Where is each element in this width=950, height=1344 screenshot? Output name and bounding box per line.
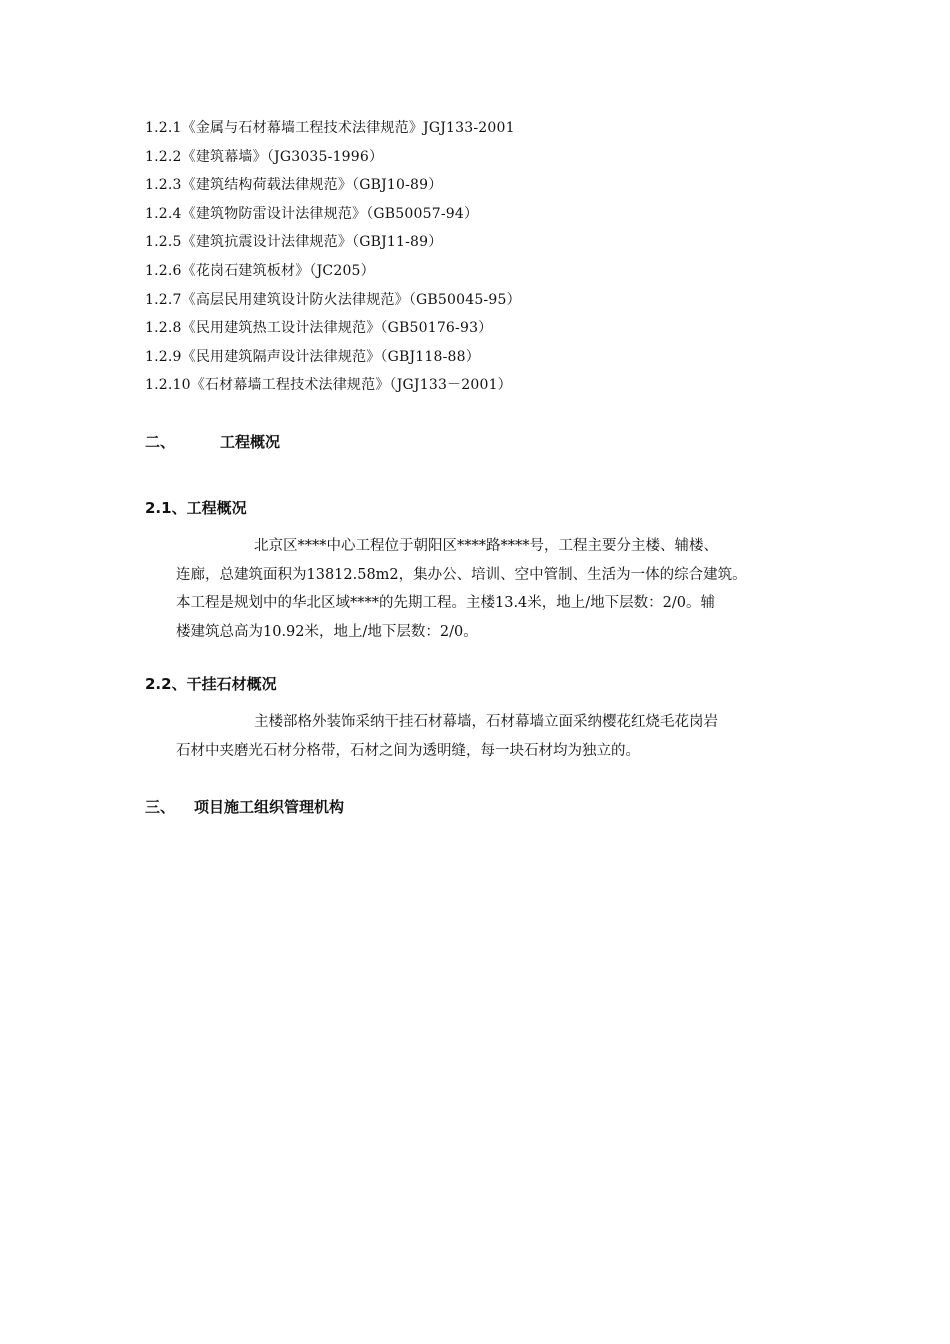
standard-item: 1.2.8《民用建筑热工设计法律规范》（GB50176-93） [145, 320, 493, 337]
section-2-number: 二、 [145, 433, 176, 451]
section-3-number: 三、 [145, 798, 176, 816]
paragraph-line: 主楼部格外装饰采纳干挂石材幕墙，石材幕墙立面采纳樱花红烧毛花岗岩 [254, 714, 718, 730]
paragraph-line: 楼建筑总高为10.92米，地上/地下层数：2/0。 [176, 623, 478, 640]
section-2-heading [145, 431, 280, 452]
standard-item: 1.2.3《建筑结构荷载法律规范》（GBJ10-89） [145, 177, 443, 194]
section-3-heading [145, 796, 344, 817]
section-3-title: 项目施工组织管理机构 [194, 798, 345, 816]
subsection-2-1-body [176, 532, 747, 646]
paragraph-line: 石材中夹磨光石材分格带，石材之间为透明缝，每一块石材均为独立的。 [176, 742, 640, 759]
standards-list [145, 114, 521, 400]
standard-item: 1.2.2《建筑幕墙》（JG3035-1996） [145, 148, 384, 165]
standard-item: 1.2.7《高层民用建筑设计防火法律规范》（GB50045-95） [145, 291, 521, 308]
standard-item: 1.2.6《花岗石建筑板材》（JC205） [145, 262, 375, 279]
paragraph-line: 本工程是规划中的华北区域****的先期工程。主楼13.4米，地上/地下层数：2/0。辅 [176, 595, 716, 612]
standard-item: 1.2.5《建筑抗震设计法律规范》（GBJ11-89） [145, 234, 443, 251]
subsection-2-1-heading: 2.1、工程概况 [145, 499, 247, 517]
subsection-2-2-body [176, 708, 718, 765]
standard-item: 1.2.10《石材幕墙工程技术法律规范》（JGJ133－2001） [145, 377, 512, 394]
section-2-title: 工程概况 [220, 433, 281, 451]
standard-item: 1.2.9《民用建筑隔声设计法律规范》（GBJ118-88） [145, 348, 480, 365]
standard-item: 1.2.4《建筑物防雷设计法律规范》（GB50057-94） [145, 205, 479, 222]
paragraph-line: 连廊，总建筑面积为13812.58m2，集办公、培训、空中管制、生活为一体的综合建筑。 [176, 566, 747, 583]
subsection-2-2-heading: 2.2、干挂石材概况 [145, 675, 277, 693]
paragraph-line: 北京区****中心工程位于朝阳区****路****号，工程主要分主楼、辅楼、 [254, 538, 718, 554]
standard-item: 1.2.1《金属与石材幕墙工程技术法律规范》JGJ133-2001 [145, 120, 515, 136]
